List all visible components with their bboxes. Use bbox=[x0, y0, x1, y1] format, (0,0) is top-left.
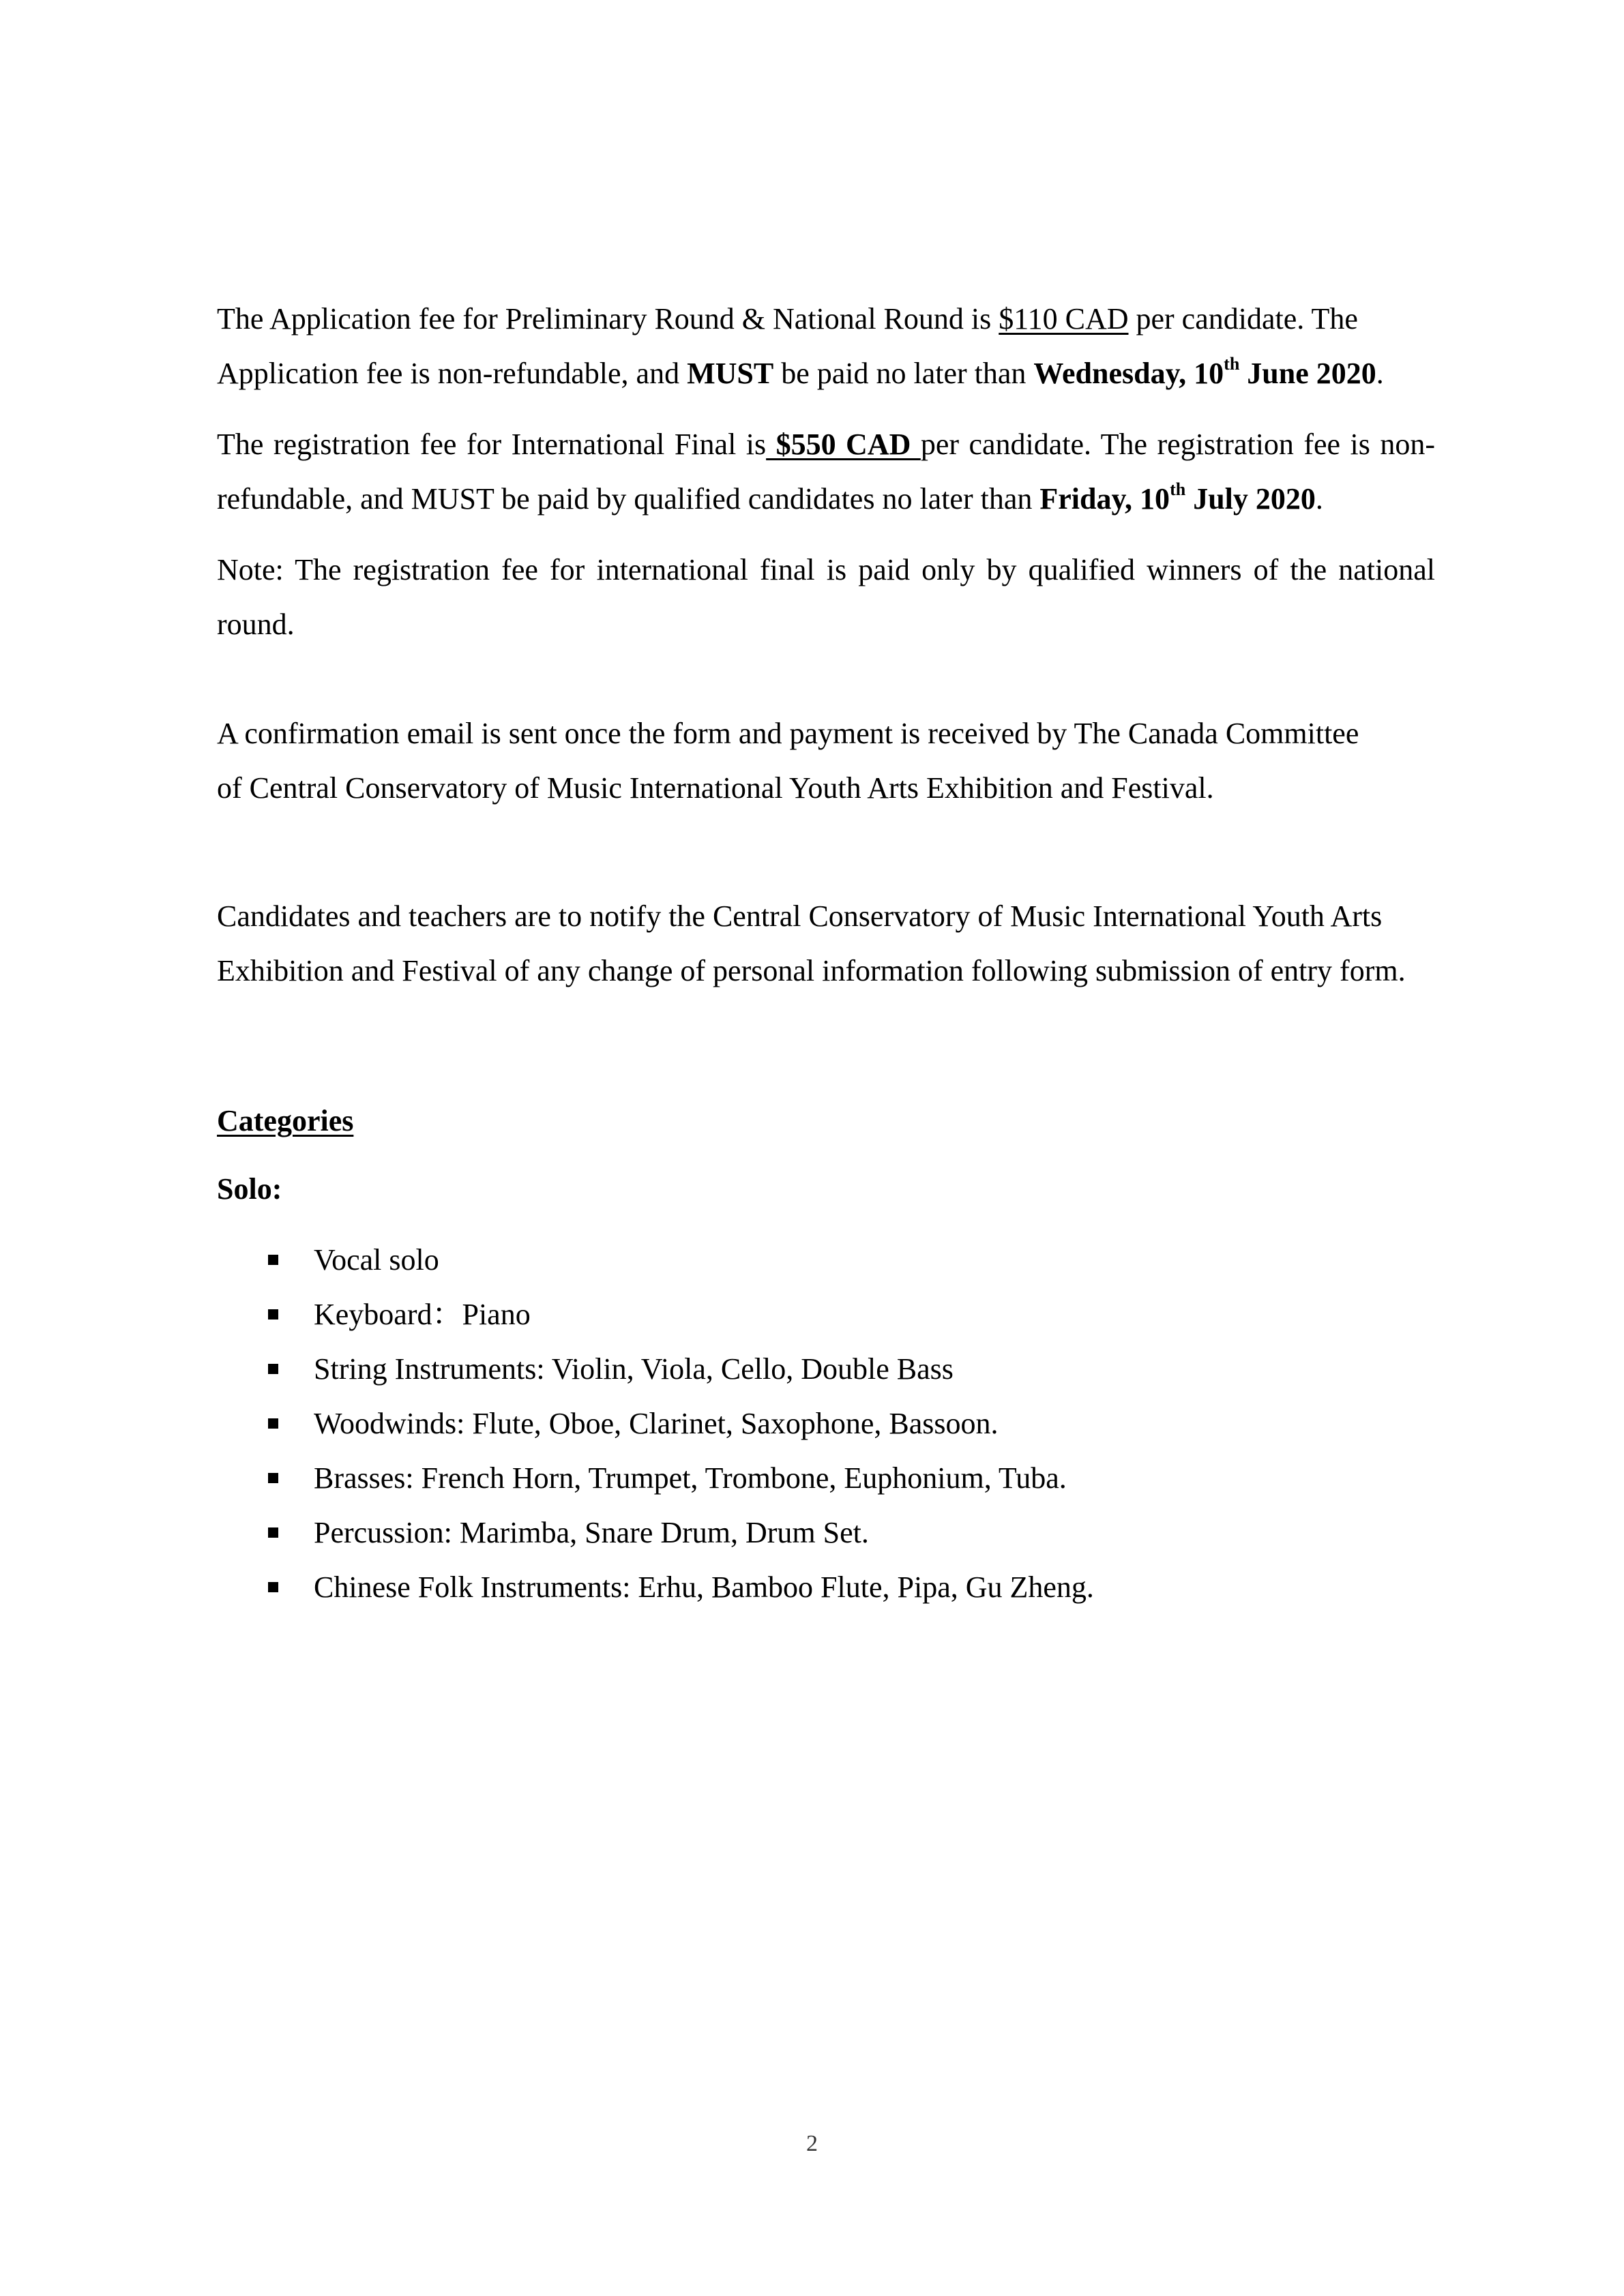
list-item-label: Vocal solo bbox=[314, 1243, 439, 1277]
square-bullet-icon bbox=[268, 1527, 278, 1538]
application-fee-paragraph bbox=[217, 292, 1411, 401]
confirmation-paragraph: A confirmation email is sent once the form and payment is received by The Canada Committee of Central Conservatory of Music International Youth Arts Exhibition and Festival. bbox=[217, 717, 1359, 805]
list-item bbox=[217, 1233, 1435, 1287]
registration-fee-paragraph bbox=[217, 417, 1435, 526]
application-fee-text: The Application fee for Preliminary Round & National Round is bbox=[217, 302, 999, 336]
list-item bbox=[217, 1397, 1435, 1451]
ordinal-suffix: th bbox=[1224, 354, 1240, 374]
application-deadline-month: June 2020 bbox=[1239, 357, 1376, 390]
page-number: 2 bbox=[806, 2131, 818, 2156]
solo-category-list bbox=[217, 1233, 1435, 1615]
square-bullet-icon bbox=[268, 1309, 278, 1320]
ordinal-suffix: th bbox=[1170, 479, 1186, 500]
registration-fee-text: The registration fee for International Final is bbox=[217, 428, 767, 461]
list-item bbox=[217, 1506, 1435, 1560]
application-fee-amount: $110 CAD bbox=[999, 302, 1129, 336]
application-deadline-day: Wednesday, 10 bbox=[1033, 357, 1224, 390]
square-bullet-icon bbox=[268, 1418, 278, 1429]
list-item-label: Percussion: Marimba, Snare Drum, Drum Set. bbox=[314, 1516, 869, 1549]
list-item-label: Woodwinds: Flute, Oboe, Clarinet, Saxophone, Bassoon. bbox=[314, 1407, 999, 1440]
list-item bbox=[217, 1451, 1435, 1506]
square-bullet-icon bbox=[268, 1582, 278, 1592]
page-content bbox=[217, 292, 1435, 1615]
application-fee-text-3: be paid no later than bbox=[773, 357, 1034, 390]
registration-deadline-day: Friday, 10 bbox=[1039, 482, 1170, 516]
sentence-end: . bbox=[1315, 482, 1323, 516]
must-emphasis: MUST bbox=[687, 357, 774, 390]
list-item bbox=[217, 1560, 1435, 1615]
list-item-label: Brasses: French Horn, Trumpet, Trombone, Euphonium, Tuba. bbox=[314, 1461, 1067, 1495]
list-item-label: String Instruments: Violin, Viola, Cello, Double Bass bbox=[314, 1352, 954, 1386]
registration-deadline-month: July 2020 bbox=[1185, 482, 1316, 516]
list-item-label: Chinese Folk Instruments: Erhu, Bamboo Flute, Pipa, Gu Zheng. bbox=[314, 1570, 1094, 1604]
categories-heading: Categories bbox=[217, 1104, 354, 1137]
registration-fee-amount: $550 CAD bbox=[766, 428, 921, 461]
sentence-end: . bbox=[1376, 357, 1384, 390]
list-item bbox=[217, 1287, 1435, 1342]
square-bullet-icon bbox=[268, 1255, 278, 1265]
note-paragraph: Note: The registration fee for international final is paid only by qualified winners of the national round. bbox=[217, 553, 1435, 641]
list-item bbox=[217, 1342, 1435, 1397]
square-bullet-icon bbox=[268, 1364, 278, 1374]
application-fee-text-2: per candidate. The Application fee is non-refundable, and bbox=[217, 302, 1358, 390]
list-item-label: Keyboard：Piano bbox=[314, 1298, 531, 1331]
notify-paragraph: Candidates and teachers are to notify the Central Conservatory of Music International Youth Arts Exhibition and Festival of any change of personal information following submission of entry form. bbox=[217, 899, 1406, 987]
solo-heading: Solo: bbox=[217, 1172, 282, 1206]
registration-fee-text-2: per candidate. The registration fee is non-refundable, and MUST be paid by qualified candidates no later than bbox=[217, 428, 1435, 516]
square-bullet-icon bbox=[268, 1473, 278, 1483]
